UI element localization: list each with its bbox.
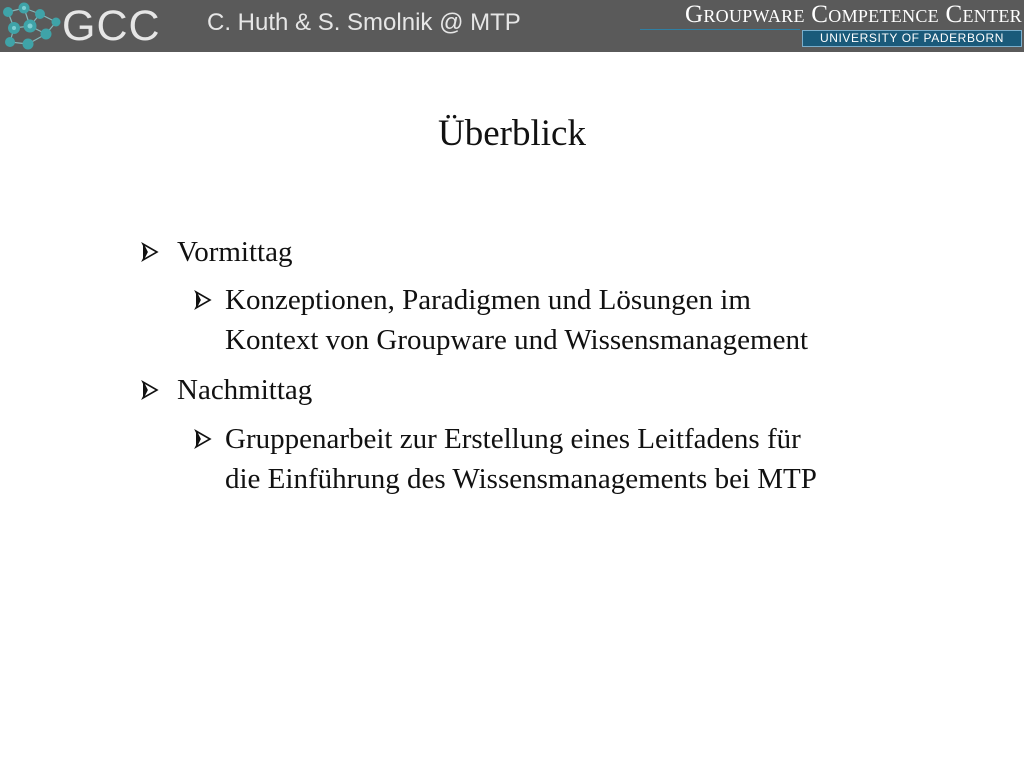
logo-text: GCC <box>62 2 161 50</box>
center-name: Groupware Competence Center <box>684 1 1022 28</box>
network-logo-icon <box>0 0 62 52</box>
authors-label: C. Huth & S. Smolnik @ MTP <box>207 9 521 36</box>
bullet-text: Vormittag <box>177 236 293 268</box>
arrow-bullet-icon <box>193 429 213 449</box>
sub-bullet-line: die Einführung des Wissensmanagements bei MTP <box>225 463 817 495</box>
bullet-text: Nachmittag <box>177 374 313 406</box>
arrow-bullet-icon <box>193 290 213 310</box>
header-band <box>0 0 1024 52</box>
university-name: UNIVERSITY OF PADERBORN <box>819 31 1005 45</box>
university-bar <box>802 30 1022 47</box>
sub-bullet-line: Kontext von Groupware und Wissensmanagement <box>225 324 809 356</box>
sub-bullet-line: Konzeptionen, Paradigmen und Lösungen im <box>225 284 751 316</box>
header-divider <box>640 29 800 30</box>
sub-bullet-line: Gruppenarbeit zur Erstellung eines Leitfadens für <box>225 423 801 455</box>
arrow-bullet-icon <box>140 242 160 262</box>
slide-title: Überblick <box>438 113 586 154</box>
arrow-bullet-icon <box>140 380 160 400</box>
gcc-logo <box>0 0 170 52</box>
